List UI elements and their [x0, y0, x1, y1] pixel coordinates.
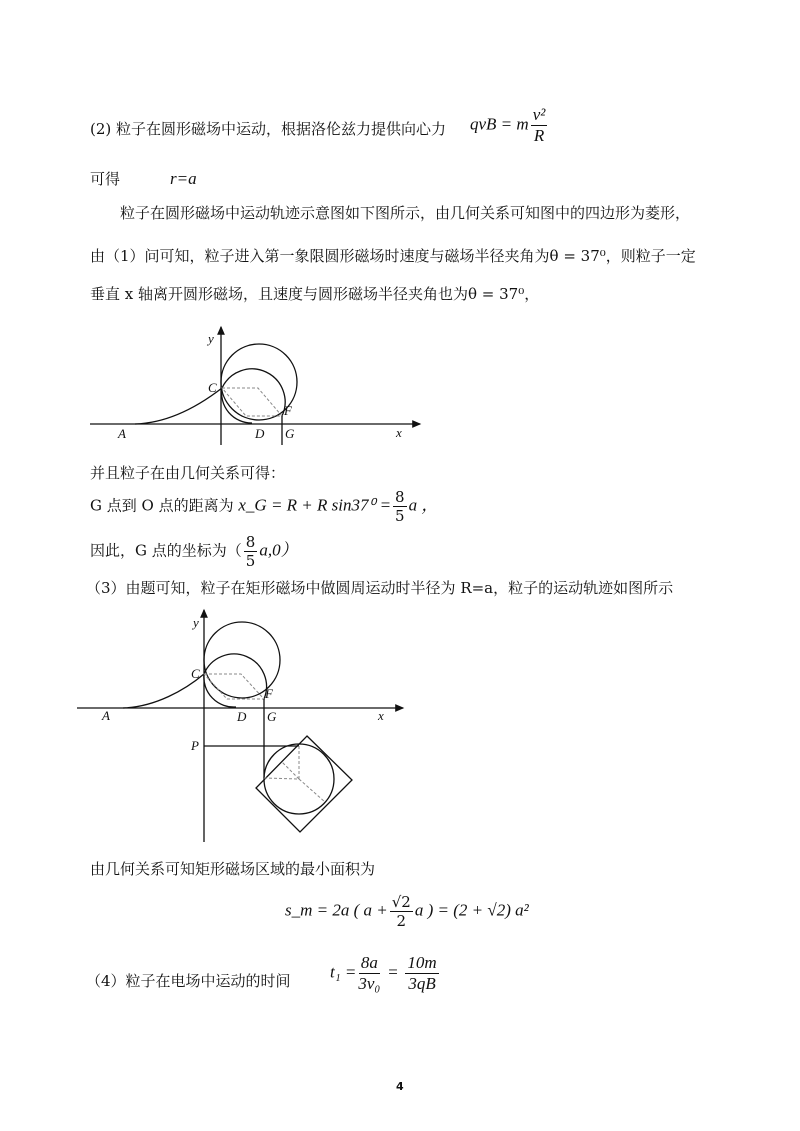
- fraction: [244, 533, 258, 570]
- figure-2: [77, 610, 403, 842]
- svg-text:G: G: [285, 426, 295, 441]
- g-coord-line: [90, 533, 298, 570]
- numerator: 10m: [407, 953, 437, 972]
- denominator: 2: [396, 912, 407, 930]
- svg-text:P: P: [191, 738, 199, 753]
- part3-intro: （3）由题可知，粒子在矩形磁场中做圆周运动时半径为 R=a，粒子的运动轨迹如图所示: [86, 579, 674, 597]
- numerator: √2: [391, 893, 411, 911]
- label: 因此，G 点的坐标为（: [90, 541, 242, 560]
- fraction: [390, 893, 413, 930]
- svg-text:G: G: [267, 709, 277, 724]
- result: r=a: [170, 169, 197, 188]
- denominator: 5: [395, 507, 405, 525]
- paragraph: 由（1）问可知，粒子进入第一象限圆形磁场时速度与磁场半径夹角为θ = 37⁰，则粒子一定: [90, 247, 696, 265]
- svg-text:D: D: [255, 426, 265, 441]
- numerator: v²: [532, 105, 546, 124]
- fraction: [393, 488, 407, 525]
- numerator: 8a: [360, 953, 378, 972]
- svg-text:x: x: [378, 708, 384, 723]
- area-formula: [285, 893, 529, 930]
- rhombus: [222, 388, 282, 416]
- svg-text:F: F: [265, 686, 273, 701]
- text: (2) 粒子在圆形磁场中运动，根据洛伦兹力提供向心力: [90, 120, 447, 138]
- svg-text:y: y: [193, 615, 199, 630]
- formula: x_G = R + R sin37⁰ =: [238, 495, 392, 515]
- denominator: 3qB: [408, 974, 436, 993]
- paragraph: 垂直 x 轴离开圆形磁场，且速度与圆形磁场半径夹角也为θ = 37⁰，: [90, 285, 540, 303]
- formula-lhs: qvB = m: [470, 114, 529, 134]
- page-number: 4: [396, 1080, 404, 1093]
- fraction: [358, 953, 380, 994]
- label: 可得: [90, 170, 121, 188]
- denominator: 5: [245, 552, 256, 570]
- formula: s_m = 2a ( a +: [285, 900, 388, 920]
- tail: a,0）: [259, 540, 298, 560]
- svg-text:C: C: [191, 666, 200, 681]
- numerator: 8: [245, 533, 256, 551]
- formula: t₁ =: [330, 962, 357, 982]
- denominator: R: [533, 126, 545, 145]
- fraction: [405, 953, 438, 994]
- time-formula: t₁ = $\frac{8a}{\text{3v₀}}$ = $\frac{10m}{3qB}$: [330, 953, 437, 993]
- tail: a ，: [408, 495, 439, 515]
- svg-text:D: D: [237, 709, 247, 724]
- paragraph: 并且粒子在由几何关系可得：: [90, 464, 286, 482]
- label: G 点到 O 点的距离为: [90, 496, 234, 515]
- figure-2-labels: [101, 615, 384, 753]
- svg-text:C: C: [208, 380, 217, 395]
- paragraph: 由几何关系可知矩形磁场区域的最小面积为: [90, 860, 376, 878]
- svg-text:F: F: [284, 403, 292, 418]
- denominator: 3v₀: [358, 974, 381, 993]
- numerator: 8: [395, 488, 405, 506]
- svg-text:A: A: [102, 708, 110, 723]
- formula: a ) = (2 + √2) a²: [414, 900, 529, 920]
- paragraph: 粒子在圆形磁场中运动轨迹示意图如下图所示，由几何关系可知图中的四边形为菱形，: [120, 204, 691, 222]
- g-distance-line: [90, 488, 438, 525]
- part4-intro: （4）粒子在电场中运动的时间: [86, 972, 291, 990]
- arc: [222, 369, 286, 423]
- svg-text:A: A: [118, 426, 126, 441]
- svg-text:y: y: [208, 331, 214, 346]
- svg-text:x: x: [396, 425, 402, 440]
